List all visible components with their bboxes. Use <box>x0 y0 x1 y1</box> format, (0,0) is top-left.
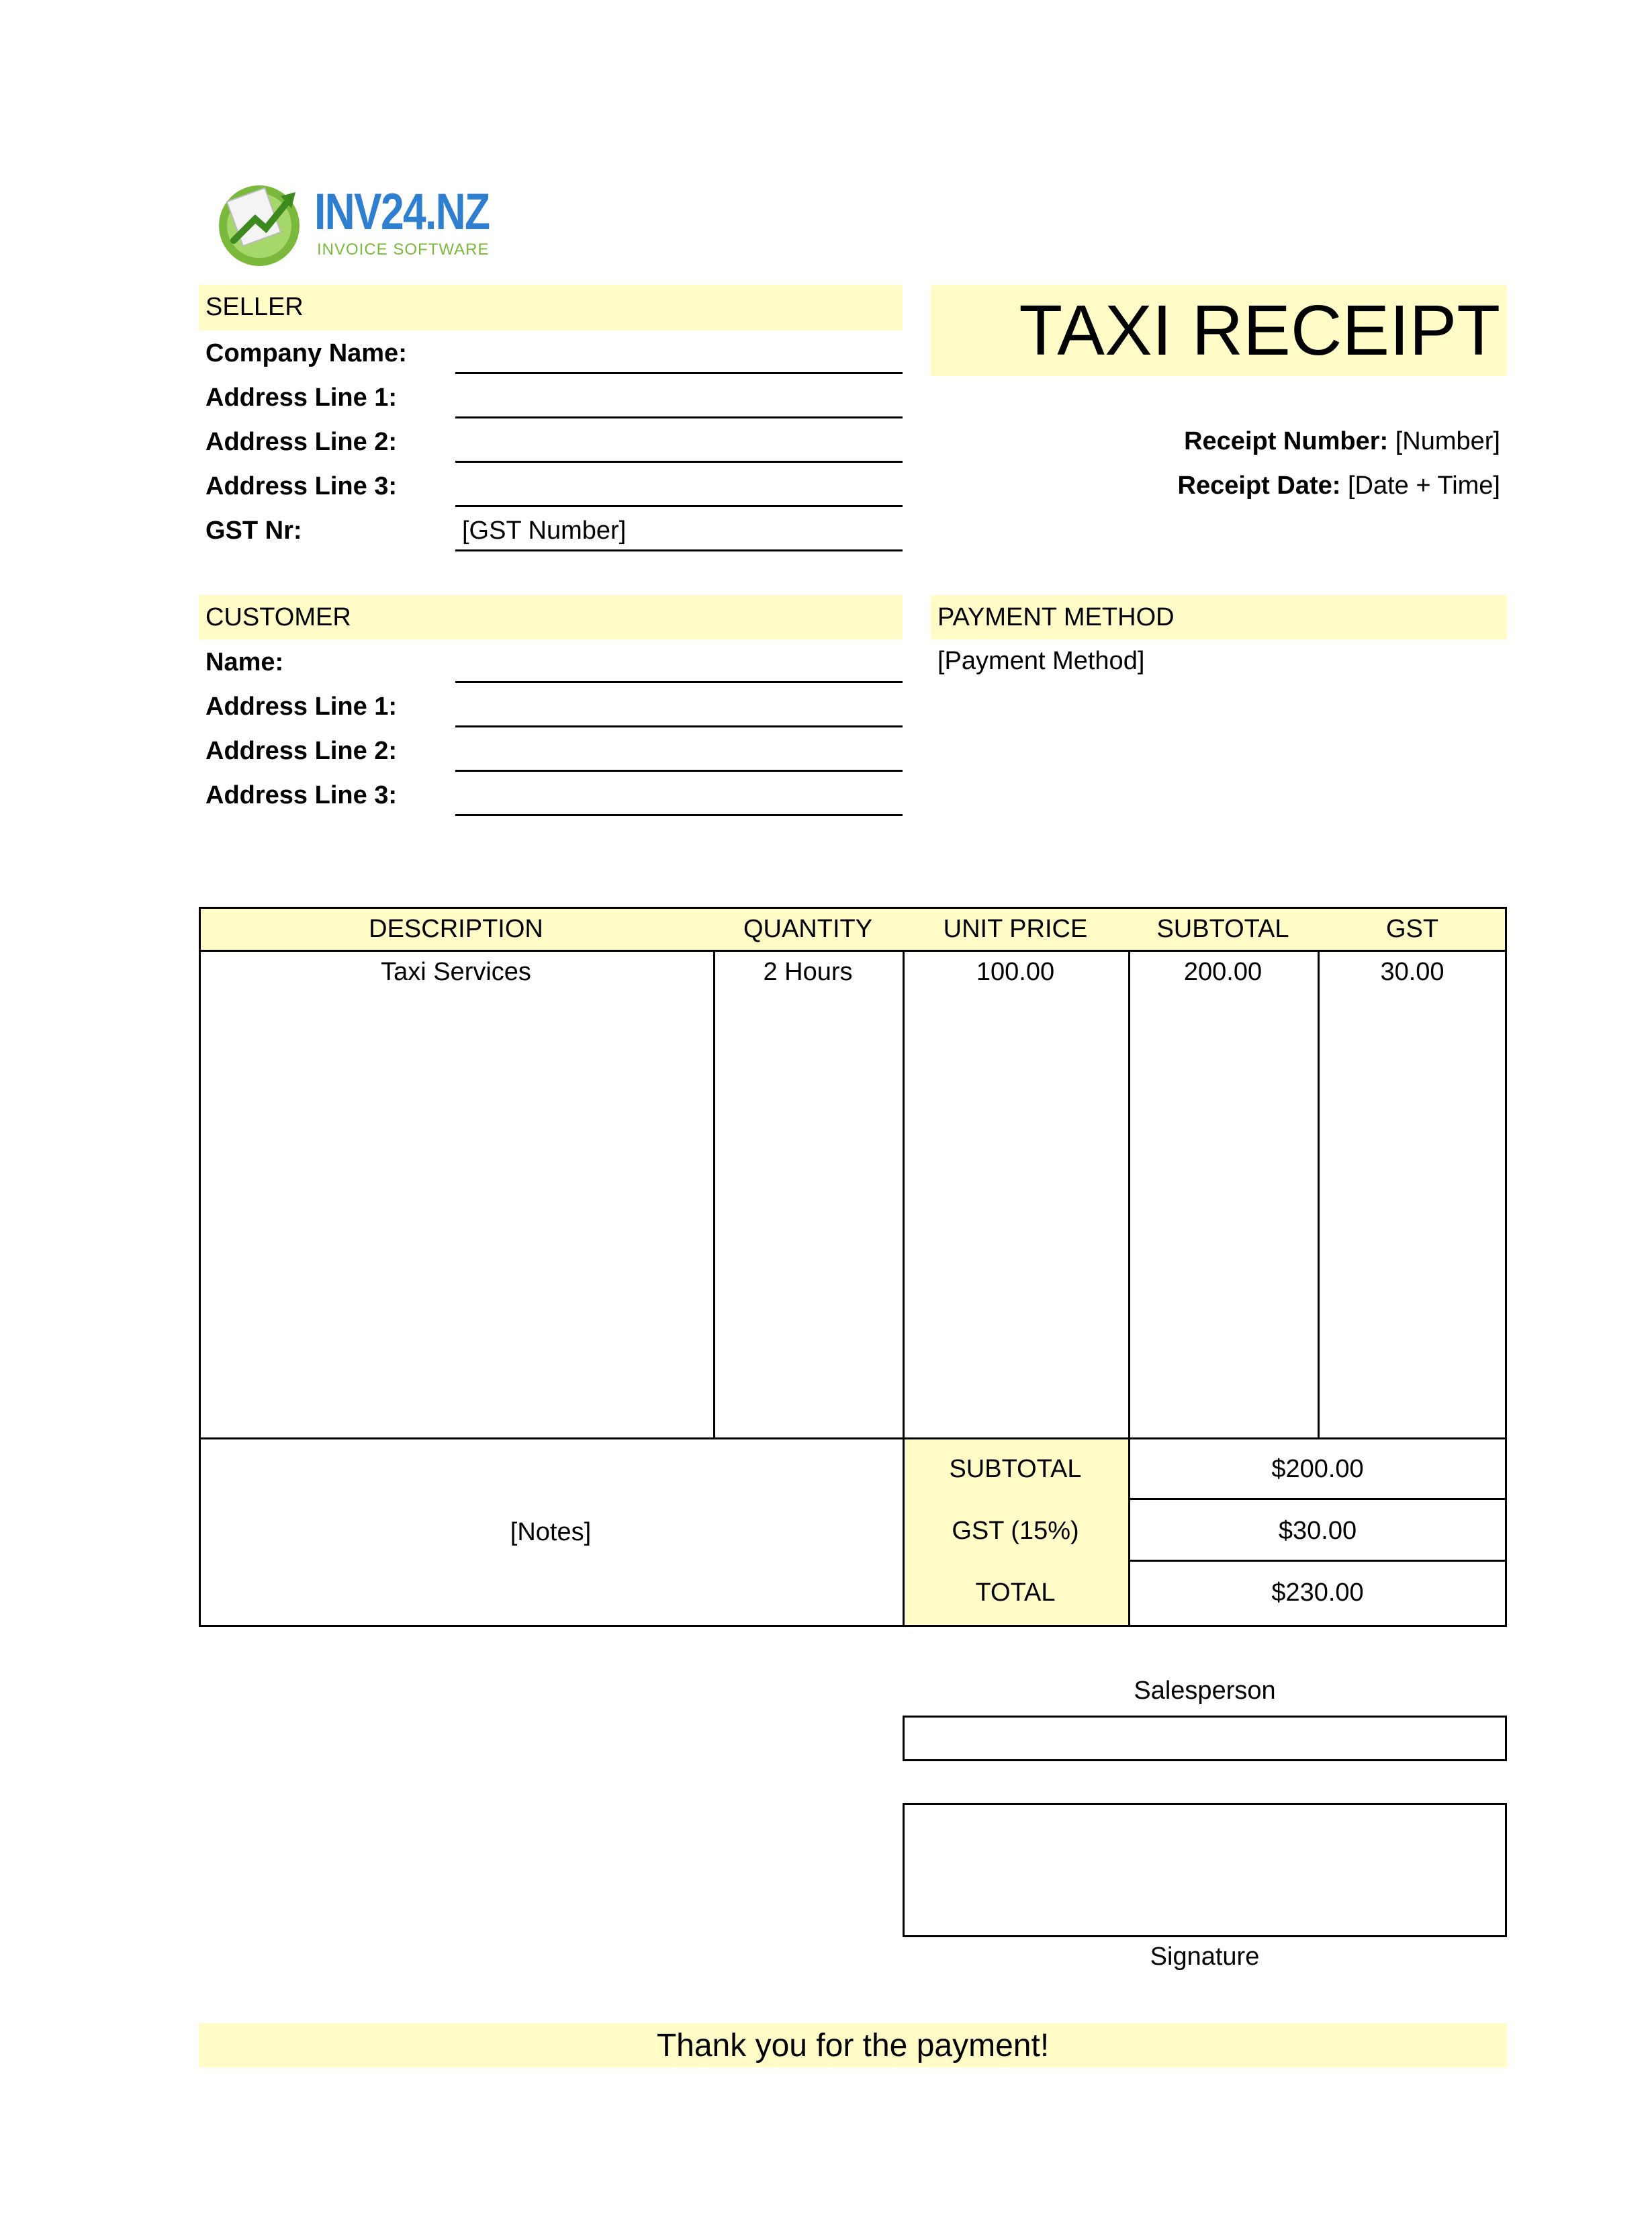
seller-line-address-2 <box>455 461 903 463</box>
logo-chart-icon <box>214 173 308 267</box>
row-gst: 30.00 <box>1380 958 1444 986</box>
totals-gst-value: $30.00 <box>1278 1517 1357 1545</box>
seller-value-gst: [GST Number] <box>462 517 627 545</box>
col-header-gst: GST <box>1385 915 1439 943</box>
customer-label-address-2: Address Line 2: <box>205 737 398 765</box>
customer-line-address-3 <box>455 814 903 816</box>
seller-label-gst: GST Nr: <box>205 517 302 545</box>
col-divider-4 <box>1318 950 1320 1439</box>
receipt-number-value: [Number] <box>1395 427 1500 455</box>
salesperson-label: Salesperson <box>1134 1677 1276 1705</box>
totals-total-label: TOTAL <box>975 1579 1056 1607</box>
logo <box>214 173 509 267</box>
salesperson-field[interactable] <box>903 1716 1507 1761</box>
seller-line-address-1 <box>455 416 903 418</box>
totals-total-value: $230.00 <box>1271 1579 1364 1607</box>
seller-label-company: Company Name: <box>205 339 407 367</box>
signature-box[interactable] <box>903 1803 1507 1937</box>
receipt-number <box>1184 427 1500 456</box>
col-divider-1 <box>713 950 715 1439</box>
table-body-divider <box>199 1437 1507 1439</box>
seller-label-address-1: Address Line 1: <box>205 384 398 412</box>
customer-line-name <box>455 681 903 683</box>
customer-header: CUSTOMER <box>199 595 903 639</box>
seller-label-address-2: Address Line 2: <box>205 428 398 456</box>
customer-label-name: Name: <box>205 648 284 676</box>
row-subtotal: 200.00 <box>1183 958 1263 986</box>
payment-header: PAYMENT METHOD <box>931 595 1507 639</box>
seller-line-address-3 <box>455 505 903 507</box>
totals-divider-1 <box>1128 1498 1507 1500</box>
col-header-unit-price: UNIT PRICE <box>943 915 1088 943</box>
payment-value: [Payment Method] <box>937 647 1145 675</box>
customer-label-address-3: Address Line 3: <box>205 781 398 809</box>
row-quantity: 2 Hours <box>763 958 853 986</box>
col-header-subtotal: SUBTOTAL <box>1156 915 1289 943</box>
col-header-description: DESCRIPTION <box>369 915 543 943</box>
seller-header: SELLER <box>199 285 903 330</box>
customer-line-address-2 <box>455 770 903 772</box>
col-header-quantity: QUANTITY <box>743 915 873 943</box>
logo-brand: INV24.NZ <box>314 183 490 240</box>
logo-tagline: INVOICE SOFTWARE <box>317 240 490 259</box>
signature-label: Signature <box>1150 1943 1260 1971</box>
customer-line-address-1 <box>455 725 903 727</box>
notes: [Notes] <box>510 1518 592 1546</box>
footer-message: Thank you for the payment! <box>656 2028 1050 2063</box>
totals-gst-label: GST (15%) <box>952 1517 1079 1545</box>
seller-line-gst <box>455 549 903 551</box>
totals-divider-2 <box>1128 1560 1507 1562</box>
seller-line-company <box>455 372 903 374</box>
receipt-date <box>1178 472 1500 500</box>
receipt-number-label: Receipt Number: <box>1184 427 1389 455</box>
totals-subtotal-label: SUBTOTAL <box>949 1455 1082 1483</box>
seller-label-address-3: Address Line 3: <box>205 472 398 500</box>
receipt-date-label: Receipt Date: <box>1177 472 1341 500</box>
page-title: TAXI RECEIPT <box>1019 291 1500 370</box>
row-description: Taxi Services <box>381 958 531 986</box>
row-unit-price: 100.00 <box>976 958 1055 986</box>
receipt-date-value: [Date + Time] <box>1347 472 1500 500</box>
totals-subtotal-value: $200.00 <box>1271 1455 1364 1483</box>
customer-label-address-1: Address Line 1: <box>205 693 398 721</box>
